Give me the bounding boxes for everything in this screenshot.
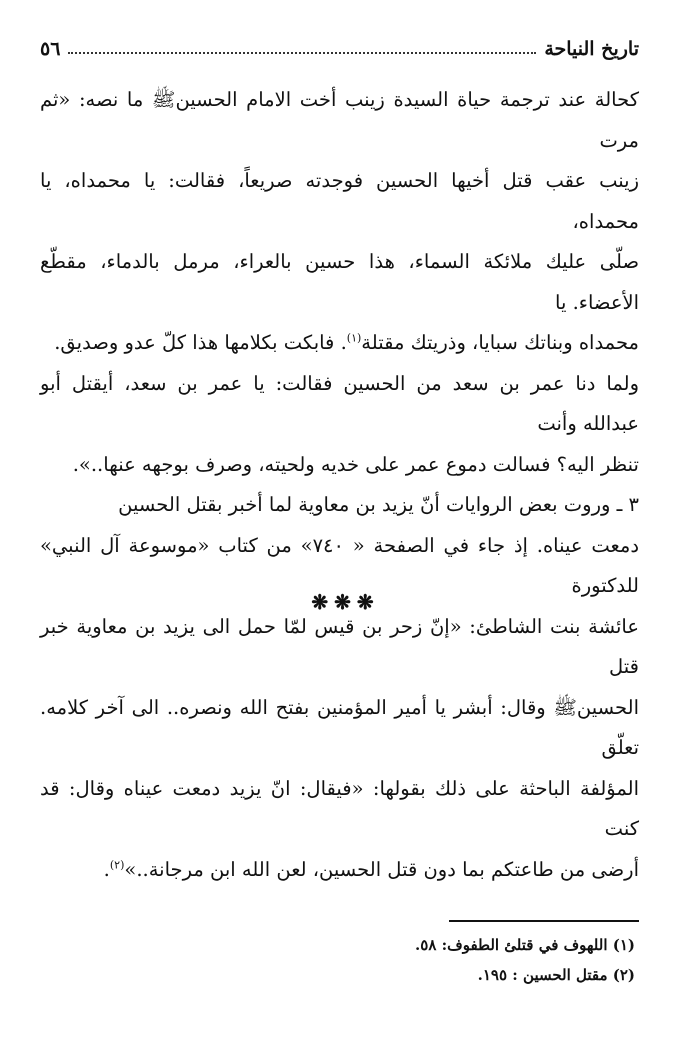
- footnote-divider: [449, 920, 639, 922]
- text-line-6: تنظر اليه؟ فسالت دموع عمر على خديه ولحيته، وصرف بوجهه عنها..».: [72, 452, 639, 476]
- body-text: [40, 80, 639, 890]
- text-line-8: دمعت عيناه. إذ جاء في الصفحة « ٧٤٠» من كتاب «موسوعة آل النبي» للدكتورة: [40, 533, 640, 597]
- running-header-title: تاريخ النياحة: [544, 38, 639, 60]
- page-number: ٥٦: [40, 38, 61, 60]
- text-line: [40, 850, 639, 891]
- footnotes: [40, 930, 635, 990]
- text-line: [40, 607, 639, 688]
- text-line: [40, 364, 639, 445]
- text-line: [40, 688, 639, 769]
- text-line-4-tail: . فابكت بكلامها هذا كلّ عدو وصديق.: [54, 331, 347, 354]
- text-line-7: ٣ ـ وروت بعض الروايات أنّ يزيد بن معاوية لما أخبر بقتل الحسين: [118, 493, 639, 516]
- text-line: [40, 323, 639, 364]
- footnote-ref-2: (٢): [109, 858, 125, 871]
- text-line-2: زينب عقب قتل أخيها الحسين فوجدته صريعاً، فقالت: يا محمداه، يا محمداه،: [40, 169, 639, 233]
- text-line-10: الحسينﷺ وقال: أبشر يا أمير المؤمنين بفتح الله ونصره.. الى آخر كلامه. تعلّق: [40, 695, 639, 759]
- text-line-12-tail: .: [103, 857, 110, 881]
- text-line: [40, 80, 639, 161]
- text-line: [40, 161, 639, 242]
- text-line-5: ولما دنا عمر بن سعد من الحسين فقالت: يا عمر بن سعد، أيقتل أبو عبدالله وأنت: [40, 371, 639, 435]
- dot-leader: [68, 51, 536, 54]
- text-line-9: عائشة بنت الشاطئ: «إنّ زحر بن قيس لمّا حمل الى يزيد بن معاوية خبر قتل: [40, 614, 639, 678]
- text-line-3: صلّى عليك ملائكة السماء، هذا حسين بالعراء، مرمل بالدماء، مقطّع الأعضاء. يا: [40, 250, 640, 314]
- text-line-12: أرضى من طاعتكم بما دون قتل الحسين، لعن الله ابن مرجانة..»: [124, 857, 639, 881]
- running-header: [40, 30, 639, 60]
- text-line-11: المؤلفة الباحثة على ذلك بقولها: «فيقال: انّ يزيد دمعت عيناه وقال: قد كنت: [40, 776, 639, 840]
- footnote-2: (٢) مقتل الحسين : ١٩٥.: [477, 966, 635, 984]
- section-ornament: ❋❋❋: [311, 590, 380, 614]
- text-line: [40, 445, 639, 486]
- text-line: [40, 485, 639, 526]
- text-line-4: محمداه وبناتك سبايا، وذريتك مقتلة: [361, 331, 639, 354]
- text-line-1: كحالة عند ترجمة حياة السيدة زينب أخت الامام الحسينﷺ ما نصه: «ثم مرت: [40, 88, 639, 152]
- footnote-ref-1: (١): [346, 331, 362, 345]
- text-line: [40, 242, 639, 323]
- footnote-1: (١) اللهوف في قتلئ الطفوف: ٥٨.: [415, 936, 635, 954]
- text-line: [40, 769, 639, 850]
